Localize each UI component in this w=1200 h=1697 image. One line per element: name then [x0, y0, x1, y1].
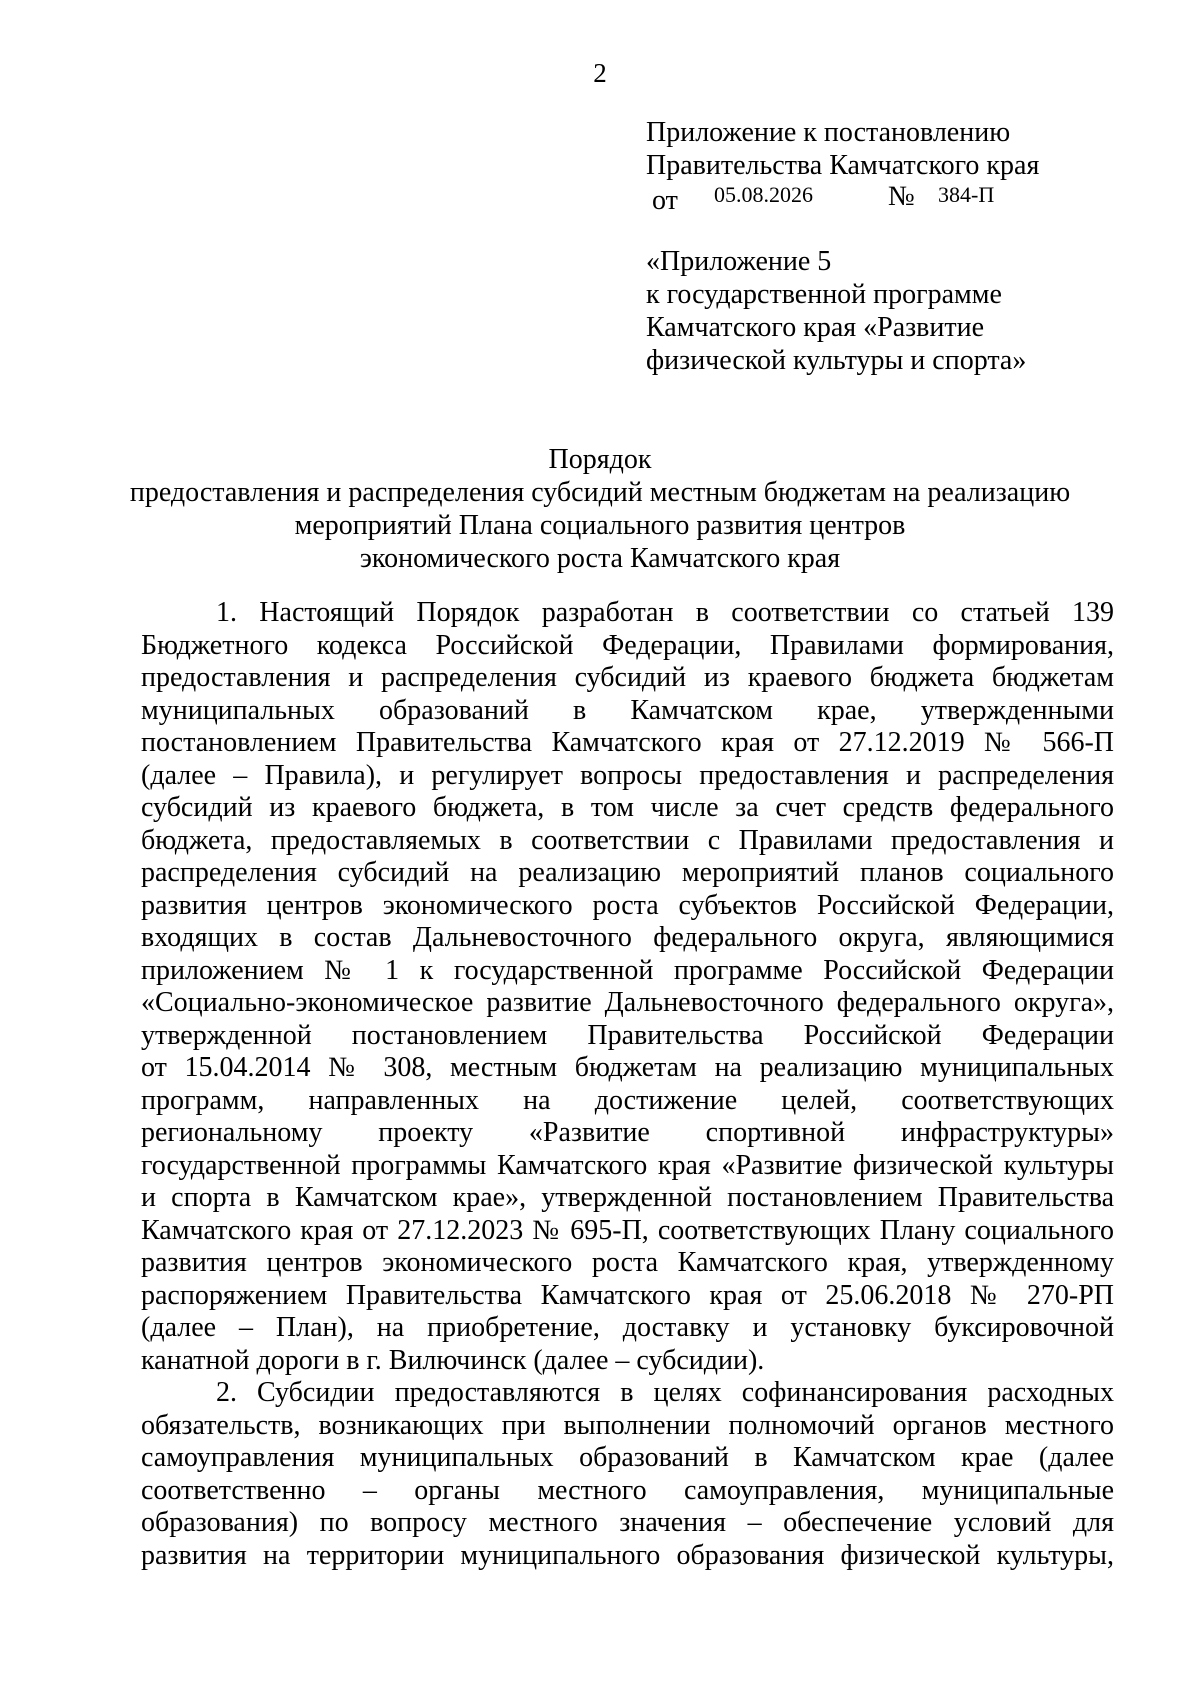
program-reference-line: «Приложение 5: [646, 246, 832, 277]
decree-date-number: [646, 182, 1039, 215]
body-text-line: программ, направленных на достижение целей, соответствующих: [141, 1084, 1114, 1116]
body-text-line: развития на территории муниципального образования физической культуры,: [141, 1539, 1114, 1571]
body-text-line: развития центров экономического роста Камчатского края, утвержденному: [141, 1247, 1114, 1278]
body-text-line: субсидий из краевого бюджета, в том числе за счет средств федерального: [141, 792, 1114, 823]
program-reference-line: Камчатского края «Развитие: [646, 312, 985, 343]
appendix-header: [646, 116, 1039, 215]
body-text-line: региональному проекту «Развитие спортивной инфраструктуры»: [141, 1117, 1114, 1148]
body-text-line: утвержденной постановлением Правительства Российской Федерации: [141, 1019, 1114, 1051]
appendix-line-1: Приложение к постановлению: [646, 117, 1011, 148]
title-subtitle-line: экономического роста Камчатского края: [359, 543, 841, 574]
body-text-line: государственной программы Камчатского края «Развитие физической культуры: [141, 1149, 1114, 1181]
program-reference-line: физической культуры и спорта»: [646, 345, 1027, 376]
program-reference-line: к государственной программе: [646, 279, 1002, 310]
body-text-line: (далее – Правила), и регулирует вопросы предоставления и распределения: [141, 759, 1114, 791]
title-subtitle-line: мероприятий Плана социального развития центров: [294, 510, 906, 541]
body-text-line: от 15.04.2014 № 308, местным бюджетам на реализацию муниципальных: [141, 1052, 1114, 1083]
document-title: [0, 443, 1200, 575]
body-text-line: предоставления и распределения субсидий из краевого бюджета бюджетам: [141, 662, 1114, 693]
body-text-line: приложением № 1 к государственной программе Российской Федерации: [141, 954, 1114, 986]
body-text-line: Камчатского края от 27.12.2023 № 695-П, соответствующих Плану социального: [141, 1214, 1114, 1246]
body-text-line: Бюджетного кодекса Российской Федерации, Правилами формирования,: [141, 629, 1114, 661]
decree-number-label: №: [888, 181, 915, 212]
body-text-line: (далее – План), на приобретение, доставку и установку буксировочной: [141, 1312, 1114, 1343]
body-text-line: муниципальных образований в Камчатском крае, утвержденными: [141, 694, 1114, 726]
body-text-line: бюджета, предоставляемых в соответствии с Правилами предоставления и: [141, 824, 1114, 856]
body-text-line: 1. Настоящий Порядок разработан в соответствии со статьей 139: [216, 597, 1114, 628]
program-reference: [646, 245, 1026, 377]
body-text-line: канатной дороги в г. Вилючинск (далее – субсидии).: [141, 1344, 765, 1376]
decree-ot-label: от: [652, 185, 678, 216]
body-text-line: соответственно – органы местного самоуправления, муниципальные: [141, 1474, 1114, 1506]
title-subtitle-line: предоставления и распределения субсидий местным бюджетам на реализацию: [129, 477, 1071, 508]
title-heading: Порядок: [548, 444, 652, 475]
body-text-line: развития центров экономического роста субъектов Российской Федерации,: [141, 889, 1114, 921]
body-text-line: входящих в состав Дальневосточного федерального округа, являющимися: [141, 922, 1114, 953]
body-text-line: 2. Субсидии предоставляются в целях софинансирования расходных: [216, 1377, 1114, 1408]
body-text-line: образования) по вопросу местного значения – обеспечение условий для: [141, 1507, 1114, 1538]
decree-number: 384-П: [938, 182, 995, 207]
page-number: 2: [593, 58, 607, 88]
body-text-line: распределения субсидий на реализацию мероприятий планов социального: [141, 857, 1114, 888]
document-body: [141, 597, 1114, 1572]
body-text-line: обязательств, возникающих при выполнении полномочий органов местного: [141, 1409, 1114, 1441]
body-text-line: распоряжением Правительства Камчатского края от 25.06.2018 № 270-РП: [141, 1279, 1114, 1311]
body-text-line: постановлением Правительства Камчатского края от 27.12.2019 № 566-П: [141, 727, 1114, 758]
body-text-line: самоуправления муниципальных образований в Камчатском крае (далее: [141, 1442, 1114, 1473]
body-text-line: и спорта в Камчатском крае», утвержденной постановлением Правительства: [141, 1182, 1114, 1213]
decree-date: 05.08.2026: [714, 182, 813, 207]
body-text-line: «Социально-экономическое развитие Дальневосточного федерального округа»,: [141, 987, 1114, 1018]
appendix-line-2: Правительства Камчатского края: [646, 150, 1040, 181]
